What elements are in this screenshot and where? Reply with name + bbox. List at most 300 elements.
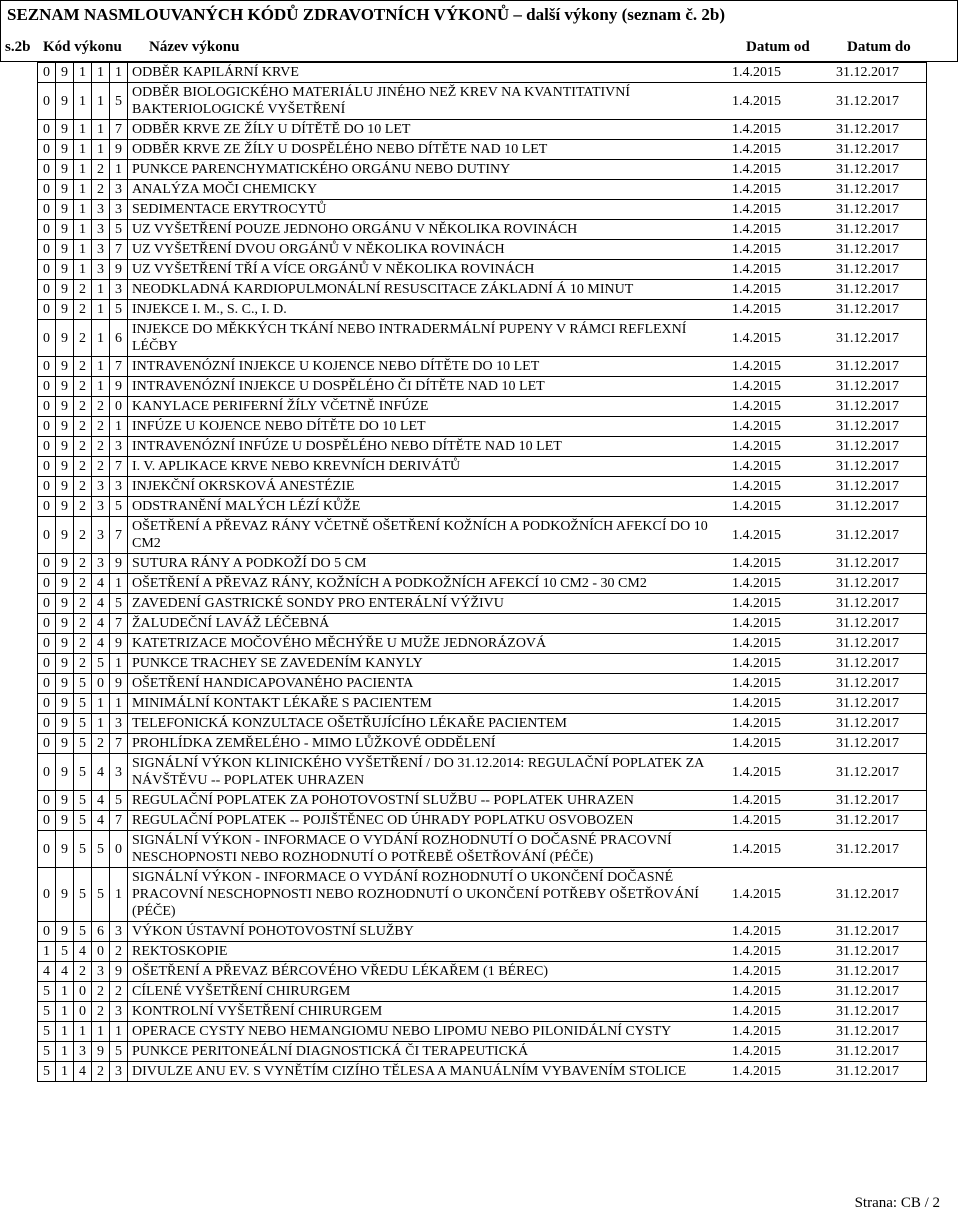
code-digit: 0 (92, 674, 110, 694)
procedure-name: INJEKČNÍ OKRSKOVÁ ANESTÉZIE (128, 477, 727, 497)
code-digit: 5 (110, 594, 128, 614)
code-digit: 1 (92, 63, 110, 83)
code-digit: 9 (56, 477, 74, 497)
code-digit: 5 (110, 791, 128, 811)
code-digit: 2 (74, 517, 92, 554)
code-digit: 1 (110, 160, 128, 180)
table-row (38, 220, 927, 240)
code-digit: 3 (74, 1042, 92, 1062)
code-digit: 5 (74, 868, 92, 922)
date-from: 1.4.2015 (726, 791, 834, 811)
code-digit: 9 (56, 791, 74, 811)
code-digit: 2 (74, 417, 92, 437)
code-digit: 2 (74, 962, 92, 982)
table-row (38, 1002, 927, 1022)
table-row (38, 942, 927, 962)
code-digit: 1 (92, 377, 110, 397)
code-digit: 3 (92, 477, 110, 497)
code-digit: 2 (74, 614, 92, 634)
code-digit: 5 (38, 1002, 56, 1022)
date-from: 1.4.2015 (726, 1002, 834, 1022)
code-digit: 9 (56, 357, 74, 377)
column-header-name: Název výkonu (149, 39, 240, 55)
date-to: 31.12.2017 (834, 614, 927, 634)
code-digit: 9 (56, 457, 74, 477)
date-to: 31.12.2017 (834, 574, 927, 594)
code-digit: 0 (38, 320, 56, 357)
code-digit: 7 (110, 614, 128, 634)
date-to: 31.12.2017 (834, 714, 927, 734)
procedure-name: REGULAČNÍ POPLATEK -- POJIŠTĚNEC OD ÚHRADY POPLATKU OSVOBOZEN (128, 811, 727, 831)
table-row (38, 280, 927, 300)
code-digit: 3 (92, 200, 110, 220)
code-digit: 9 (56, 160, 74, 180)
procedure-name: PUNKCE TRACHEY SE ZAVEDENÍM KANYLY (128, 654, 727, 674)
code-digit: 3 (92, 962, 110, 982)
procedure-name: UZ VYŠETŘENÍ DVOU ORGÁNŮ V NĚKOLIKA ROVINÁCH (128, 240, 727, 260)
procedure-name: ODBĚR BIOLOGICKÉHO MATERIÁLU JINÉHO NEŽ KREV NA KVANTITATIVNÍ BAKTERIOLOGICKÉ VYŠETŘENÍ (128, 83, 727, 120)
code-digit: 0 (38, 831, 56, 868)
date-from: 1.4.2015 (726, 83, 834, 120)
code-digit: 4 (92, 574, 110, 594)
code-digit: 9 (56, 734, 74, 754)
code-digit: 5 (110, 497, 128, 517)
procedure-name: I. V. APLIKACE KRVE NEBO KREVNÍCH DERIVÁTŮ (128, 457, 727, 477)
table-row (38, 240, 927, 260)
code-digit: 0 (38, 754, 56, 791)
code-digit: 0 (38, 240, 56, 260)
table-row (38, 83, 927, 120)
table-row (38, 574, 927, 594)
code-digit: 0 (92, 942, 110, 962)
code-digit: 2 (74, 300, 92, 320)
table-row (38, 594, 927, 614)
code-digit: 0 (38, 574, 56, 594)
code-digit: 1 (38, 942, 56, 962)
procedure-name: INTRAVENÓZNÍ INJEKCE U DOSPĚLÉHO ČI DÍTĚTE NAD 10 LET (128, 377, 727, 397)
table-row (38, 160, 927, 180)
table-row (38, 300, 927, 320)
code-digit: 3 (92, 497, 110, 517)
code-digit: 0 (38, 477, 56, 497)
date-from: 1.4.2015 (726, 377, 834, 397)
date-from: 1.4.2015 (726, 868, 834, 922)
code-digit: 9 (110, 260, 128, 280)
code-digit: 7 (110, 240, 128, 260)
code-digit: 9 (56, 574, 74, 594)
date-from: 1.4.2015 (726, 594, 834, 614)
code-digit: 0 (38, 200, 56, 220)
table-row (38, 397, 927, 417)
code-digit: 6 (92, 922, 110, 942)
code-digit: 2 (92, 1062, 110, 1082)
procedure-name: UZ VYŠETŘENÍ TŘÍ A VÍCE ORGÁNŮ V NĚKOLIKA ROVINÁCH (128, 260, 727, 280)
table-row (38, 831, 927, 868)
code-digit: 9 (110, 140, 128, 160)
date-to: 31.12.2017 (834, 200, 927, 220)
code-digit: 3 (110, 922, 128, 942)
date-to: 31.12.2017 (834, 942, 927, 962)
code-digit: 2 (74, 437, 92, 457)
code-digit: 4 (56, 962, 74, 982)
code-digit: 9 (56, 654, 74, 674)
table-row (38, 694, 927, 714)
code-digit: 9 (110, 962, 128, 982)
code-digit: 9 (56, 831, 74, 868)
table-row (38, 868, 927, 922)
date-from: 1.4.2015 (726, 497, 834, 517)
date-from: 1.4.2015 (726, 200, 834, 220)
table-row (38, 714, 927, 734)
code-digit: 2 (92, 1002, 110, 1022)
procedure-name: OŠETŘENÍ HANDICAPOVANÉHO PACIENTA (128, 674, 727, 694)
table-row (38, 962, 927, 982)
code-digit: 9 (56, 83, 74, 120)
code-digit: 9 (56, 554, 74, 574)
date-from: 1.4.2015 (726, 942, 834, 962)
procedure-name: ODBĚR KRVE ZE ŽÍLY U DÍTĚTĚ DO 10 LET (128, 120, 727, 140)
table-row (38, 634, 927, 654)
date-to: 31.12.2017 (834, 634, 927, 654)
code-digit: 5 (92, 831, 110, 868)
code-digit: 2 (92, 437, 110, 457)
code-digit: 9 (56, 180, 74, 200)
code-digit: 2 (74, 497, 92, 517)
table-row (38, 922, 927, 942)
procedure-name: ANALÝZA MOČI CHEMICKY (128, 180, 727, 200)
document-header (0, 0, 958, 62)
code-digit: 5 (74, 922, 92, 942)
date-to: 31.12.2017 (834, 240, 927, 260)
procedure-name: INTRAVENÓZNÍ INJEKCE U KOJENCE NEBO DÍTĚTE DO 10 LET (128, 357, 727, 377)
table-row (38, 1062, 927, 1082)
code-digit: 1 (110, 574, 128, 594)
date-from: 1.4.2015 (726, 140, 834, 160)
date-from: 1.4.2015 (726, 811, 834, 831)
date-from: 1.4.2015 (726, 300, 834, 320)
code-digit: 0 (38, 180, 56, 200)
table-row (38, 734, 927, 754)
procedure-name: KATETRIZACE MOČOVÉHO MĚCHÝŘE U MUŽE JEDNORÁZOVÁ (128, 634, 727, 654)
date-to: 31.12.2017 (834, 1002, 927, 1022)
date-from: 1.4.2015 (726, 320, 834, 357)
table-row (38, 791, 927, 811)
date-to: 31.12.2017 (834, 83, 927, 120)
procedure-name: INJEKCE DO MĚKKÝCH TKÁNÍ NEBO INTRADERMÁLNÍ PUPENY V RÁMCI REFLEXNÍ LÉČBY (128, 320, 727, 357)
code-digit: 3 (110, 200, 128, 220)
date-to: 31.12.2017 (834, 868, 927, 922)
code-digit: 9 (92, 1042, 110, 1062)
table-row (38, 417, 927, 437)
procedure-name: PUNKCE PARENCHYMATICKÉHO ORGÁNU NEBO DUTINY (128, 160, 727, 180)
table-row (38, 200, 927, 220)
code-digit: 1 (110, 868, 128, 922)
date-from: 1.4.2015 (726, 962, 834, 982)
code-digit: 0 (38, 868, 56, 922)
code-digit: 6 (110, 320, 128, 357)
date-to: 31.12.2017 (834, 497, 927, 517)
date-from: 1.4.2015 (726, 1022, 834, 1042)
code-digit: 3 (92, 220, 110, 240)
code-digit: 5 (110, 220, 128, 240)
procedure-name: INFÚZE U KOJENCE NEBO DÍTĚTE DO 10 LET (128, 417, 727, 437)
date-from: 1.4.2015 (726, 694, 834, 714)
code-digit: 3 (110, 437, 128, 457)
date-to: 31.12.2017 (834, 1062, 927, 1082)
code-digit: 2 (74, 457, 92, 477)
code-digit: 0 (38, 377, 56, 397)
code-digit: 3 (92, 517, 110, 554)
date-from: 1.4.2015 (726, 554, 834, 574)
code-digit: 9 (56, 140, 74, 160)
procedure-name: TELEFONICKÁ KONZULTACE OŠETŘUJÍCÍHO LÉKAŘE PACIENTEM (128, 714, 727, 734)
code-digit: 9 (56, 417, 74, 437)
table-row (38, 63, 927, 83)
date-to: 31.12.2017 (834, 734, 927, 754)
code-digit: 0 (38, 654, 56, 674)
date-from: 1.4.2015 (726, 674, 834, 694)
code-digit: 9 (56, 120, 74, 140)
procedure-name: SUTURA RÁNY A PODKOŽÍ DO 5 CM (128, 554, 727, 574)
code-digit: 1 (74, 180, 92, 200)
code-digit: 1 (110, 417, 128, 437)
code-digit: 0 (38, 694, 56, 714)
code-digit: 0 (38, 614, 56, 634)
column-header-date-to: Datum do (847, 39, 911, 55)
code-digit: 9 (56, 397, 74, 417)
code-digit: 0 (38, 220, 56, 240)
table-row (38, 437, 927, 457)
procedure-name: PROHLÍDKA ZEMŘELÉHO - MIMO LŮŽKOVÉ ODDĚLENÍ (128, 734, 727, 754)
table-row (38, 614, 927, 634)
code-digit: 4 (92, 594, 110, 614)
table-row (38, 457, 927, 477)
procedure-name: SIGNÁLNÍ VÝKON - INFORMACE O VYDÁNÍ ROZHODNUTÍ O UKONČENÍ DOČASNÉ PRACOVNÍ NESCHOPNOSTI NEBO ROZHODNUTÍ O UKONČENÍ POTŘEBY OŠETŘOVÁNÍ (PÉČE) (128, 868, 727, 922)
procedure-name: ŽALUDEČNÍ LAVÁŽ LÉČEBNÁ (128, 614, 727, 634)
code-digit: 2 (74, 634, 92, 654)
code-digit: 9 (56, 497, 74, 517)
code-digit: 0 (38, 497, 56, 517)
code-digit: 2 (110, 942, 128, 962)
code-digit: 5 (74, 811, 92, 831)
code-digit: 1 (110, 654, 128, 674)
date-from: 1.4.2015 (726, 63, 834, 83)
code-digit: 5 (38, 1022, 56, 1042)
code-digit: 9 (110, 377, 128, 397)
code-digit: 1 (92, 120, 110, 140)
code-digit: 1 (92, 300, 110, 320)
table-row (38, 554, 927, 574)
date-from: 1.4.2015 (726, 574, 834, 594)
date-to: 31.12.2017 (834, 417, 927, 437)
procedure-name: SEDIMENTACE ERYTROCYTŮ (128, 200, 727, 220)
date-to: 31.12.2017 (834, 1022, 927, 1042)
code-digit: 1 (92, 694, 110, 714)
code-digit: 0 (74, 982, 92, 1002)
procedure-name: VÝKON ÚSTAVNÍ POHOTOVOSTNÍ SLUŽBY (128, 922, 727, 942)
procedure-name: OŠETŘENÍ A PŘEVAZ RÁNY, KOŽNÍCH A PODKOŽNÍCH AFEKCÍ 10 CM2 - 30 CM2 (128, 574, 727, 594)
date-from: 1.4.2015 (726, 654, 834, 674)
code-digit: 0 (38, 594, 56, 614)
date-to: 31.12.2017 (834, 654, 927, 674)
code-digit: 9 (110, 634, 128, 654)
procedure-name: OŠETŘENÍ A PŘEVAZ RÁNY VČETNĚ OŠETŘENÍ KOŽNÍCH A PODKOŽNÍCH AFEKCÍ DO 10 CM2 (128, 517, 727, 554)
code-digit: 3 (110, 1062, 128, 1082)
date-to: 31.12.2017 (834, 517, 927, 554)
code-digit: 0 (38, 140, 56, 160)
code-digit: 9 (56, 437, 74, 457)
procedure-name: UZ VYŠETŘENÍ POUZE JEDNOHO ORGÁNU V NĚKOLIKA ROVINÁCH (128, 220, 727, 240)
code-digit: 0 (38, 791, 56, 811)
date-to: 31.12.2017 (834, 1042, 927, 1062)
code-digit: 5 (38, 1062, 56, 1082)
date-from: 1.4.2015 (726, 280, 834, 300)
procedure-name: ODBĚR KRVE ZE ŽÍLY U DOSPĚLÉHO NEBO DÍTĚTE NAD 10 LET (128, 140, 727, 160)
date-to: 31.12.2017 (834, 397, 927, 417)
procedure-name: OPERACE CYSTY NEBO HEMANGIOMU NEBO LIPOMU NEBO PILONIDÁLNÍ CYSTY (128, 1022, 727, 1042)
date-to: 31.12.2017 (834, 180, 927, 200)
date-from: 1.4.2015 (726, 982, 834, 1002)
table-row (38, 674, 927, 694)
procedure-name: PUNKCE PERITONEÁLNÍ DIAGNOSTICKÁ ČI TERAPEUTICKÁ (128, 1042, 727, 1062)
date-from: 1.4.2015 (726, 517, 834, 554)
code-digit: 4 (74, 942, 92, 962)
code-digit: 4 (92, 634, 110, 654)
table-row (38, 140, 927, 160)
date-to: 31.12.2017 (834, 674, 927, 694)
code-digit: 2 (74, 280, 92, 300)
code-digit: 0 (110, 831, 128, 868)
date-to: 31.12.2017 (834, 437, 927, 457)
table-row (38, 260, 927, 280)
code-digit: 3 (110, 714, 128, 734)
code-digit: 0 (38, 120, 56, 140)
code-digit: 7 (110, 811, 128, 831)
code-digit: 3 (110, 1002, 128, 1022)
procedure-name: REKTOSKOPIE (128, 942, 727, 962)
table-row (38, 1022, 927, 1042)
date-to: 31.12.2017 (834, 554, 927, 574)
code-digit: 0 (38, 160, 56, 180)
code-digit: 0 (38, 554, 56, 574)
code-digit: 4 (74, 1062, 92, 1082)
code-digit: 1 (74, 1022, 92, 1042)
code-digit: 1 (92, 714, 110, 734)
code-digit: 1 (92, 1022, 110, 1042)
code-digit: 4 (92, 811, 110, 831)
column-header-row (1, 37, 959, 61)
code-digit: 1 (56, 1022, 74, 1042)
date-from: 1.4.2015 (726, 1062, 834, 1082)
date-to: 31.12.2017 (834, 280, 927, 300)
code-digit: 7 (110, 457, 128, 477)
date-from: 1.4.2015 (726, 734, 834, 754)
date-from: 1.4.2015 (726, 477, 834, 497)
procedure-name: INJEKCE I. M., S. C., I. D. (128, 300, 727, 320)
date-from: 1.4.2015 (726, 160, 834, 180)
date-to: 31.12.2017 (834, 811, 927, 831)
code-digit: 5 (74, 714, 92, 734)
code-digit: 4 (38, 962, 56, 982)
procedure-name: INTRAVENÓZNÍ INFÚZE U DOSPĚLÉHO NEBO DÍTĚTE NAD 10 LET (128, 437, 727, 457)
date-from: 1.4.2015 (726, 397, 834, 417)
code-digit: 9 (56, 200, 74, 220)
code-digit: 4 (92, 791, 110, 811)
code-digit: 9 (110, 674, 128, 694)
code-digit: 3 (92, 554, 110, 574)
procedure-name: ODBĚR KAPILÁRNÍ KRVE (128, 63, 727, 83)
code-digit: 2 (92, 734, 110, 754)
procedure-name: SIGNÁLNÍ VÝKON KLINICKÉHO VYŠETŘENÍ / DO 31.12.2014: REGULAČNÍ POPLATEK ZA NÁVŠTĚVU -- POPLATEK UHRAZEN (128, 754, 727, 791)
document-title: SEZNAM NASMLOUVANÝCH KÓDŮ ZDRAVOTNÍCH VÝKONŮ – další výkony (seznam č. 2b) (7, 5, 725, 24)
date-from: 1.4.2015 (726, 634, 834, 654)
code-digit: 0 (38, 300, 56, 320)
code-digit: 5 (38, 982, 56, 1002)
code-digit: 2 (74, 377, 92, 397)
code-digit: 1 (74, 120, 92, 140)
date-from: 1.4.2015 (726, 754, 834, 791)
code-digit: 2 (92, 457, 110, 477)
code-digit: 2 (110, 982, 128, 1002)
code-digit: 5 (38, 1042, 56, 1062)
code-digit: 0 (38, 517, 56, 554)
table-row (38, 477, 927, 497)
code-digit: 3 (92, 240, 110, 260)
code-digit: 1 (56, 1042, 74, 1062)
code-digit: 1 (56, 1062, 74, 1082)
code-digit: 0 (38, 357, 56, 377)
date-to: 31.12.2017 (834, 357, 927, 377)
date-from: 1.4.2015 (726, 180, 834, 200)
date-from: 1.4.2015 (726, 260, 834, 280)
code-digit: 9 (56, 634, 74, 654)
code-digit: 2 (74, 554, 92, 574)
code-digit: 9 (56, 220, 74, 240)
table-row (38, 357, 927, 377)
table-row (38, 180, 927, 200)
code-digit: 1 (92, 357, 110, 377)
code-digit: 9 (56, 922, 74, 942)
date-from: 1.4.2015 (726, 357, 834, 377)
procedure-name: ZAVEDENÍ GASTRICKÉ SONDY PRO ENTERÁLNÍ VÝŽIVU (128, 594, 727, 614)
date-from: 1.4.2015 (726, 417, 834, 437)
date-to: 31.12.2017 (834, 791, 927, 811)
date-to: 31.12.2017 (834, 754, 927, 791)
date-to: 31.12.2017 (834, 477, 927, 497)
table-row (38, 517, 927, 554)
column-header-code: Kód výkonu (43, 39, 122, 55)
code-digit: 0 (38, 674, 56, 694)
date-from: 1.4.2015 (726, 922, 834, 942)
date-to: 31.12.2017 (834, 831, 927, 868)
column-header-s2b: s.2b (5, 39, 31, 55)
code-digit: 0 (38, 437, 56, 457)
code-digit: 9 (56, 714, 74, 734)
code-digit: 1 (92, 140, 110, 160)
code-digit: 3 (110, 754, 128, 791)
date-to: 31.12.2017 (834, 160, 927, 180)
date-from: 1.4.2015 (726, 1042, 834, 1062)
code-digit: 9 (56, 754, 74, 791)
table-row (38, 320, 927, 357)
code-digit: 1 (110, 1022, 128, 1042)
date-from: 1.4.2015 (726, 437, 834, 457)
date-to: 31.12.2017 (834, 457, 927, 477)
date-to: 31.12.2017 (834, 694, 927, 714)
procedure-name: MINIMÁLNÍ KONTAKT LÉKAŘE S PACIENTEM (128, 694, 727, 714)
code-digit: 2 (74, 654, 92, 674)
table-row (38, 120, 927, 140)
